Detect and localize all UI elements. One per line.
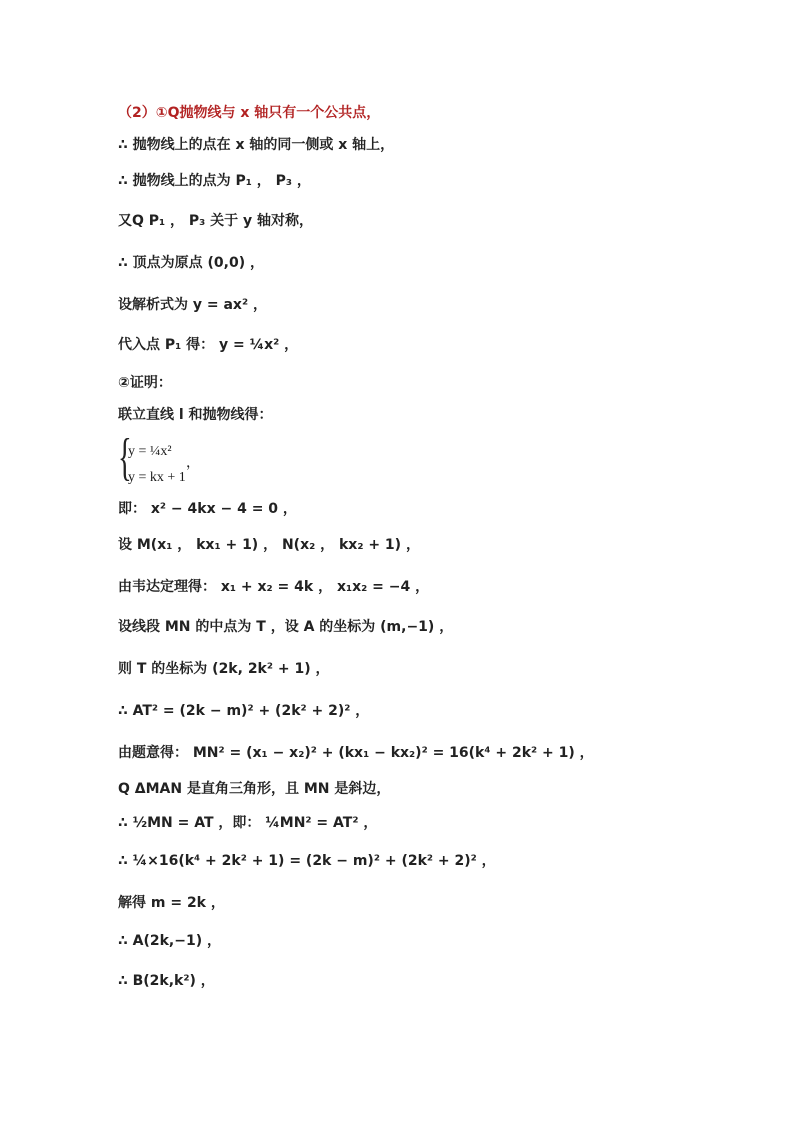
solution-line: ∴ ½MN = AT ，即： ¼MN² = AT² ， xyxy=(118,815,378,831)
solution-line: 又Q P₁ ， P₃ 关于 y 轴对称， xyxy=(118,213,314,229)
solution-line: 即： x² − 4kx − 4 = 0 ， xyxy=(118,501,297,517)
solution-line: 设线段 MN 的中点为 T ，设 A 的坐标为 (m,−1) ， xyxy=(118,619,454,635)
solution-line: 代入点 P₁ 得： y = ¼x² ， xyxy=(118,337,299,353)
solution-line: ∴ 抛物线上的点为 P₁ ， P₃ ， xyxy=(118,173,311,189)
solution-line: Q ΔMAN 是直角三角形，且 MN 是斜边， xyxy=(118,781,391,797)
solution-line: ∴ B(2k,k²) ， xyxy=(118,973,215,989)
solution-line: 联立直线 l 和抛物线得： xyxy=(118,407,273,423)
solution-line: ②证明： xyxy=(118,375,172,391)
solution-line: ∴ ¼×16(k⁴ + 2k² + 1) = (2k − m)² + (2k² + 2)² ， xyxy=(118,853,496,869)
solution-line: 则 T 的坐标为 (2k, 2k² + 1) ， xyxy=(118,661,330,677)
system-equation-2: y = kx + 1 xyxy=(128,470,186,485)
solution-line: ∴ 抛物线上的点在 x 轴的同一侧或 x 轴上， xyxy=(118,137,395,153)
solution-line: ∴ 顶点为原点 (0,0) ， xyxy=(118,255,264,271)
solution-line: 解得 m = 2k ， xyxy=(118,895,225,911)
solution-line: ∴ A(2k,−1) ， xyxy=(118,933,221,949)
solution-line: （2）①Q抛物线与 x 轴只有一个公共点， xyxy=(118,105,381,121)
system-tail: ， xyxy=(186,455,200,471)
solution-line: 由题意得： MN² = (x₁ − x₂)² + (kx₁ − kx₂)² = 16(k⁴ + 2k² + 1) ， xyxy=(118,745,594,761)
system-brace: { xyxy=(118,429,132,486)
system-equation-1: y = ¼x² xyxy=(128,444,172,459)
solution-line: 设 M(x₁ ， kx₁ + 1) ， N(x₂ ， kx₂ + 1) ， xyxy=(118,537,420,553)
solution-line: 由韦达定理得： x₁ + x₂ = 4k ， x₁x₂ = −4 ， xyxy=(118,579,430,595)
solution-line: ∴ AT² = (2k − m)² + (2k² + 2)² ， xyxy=(118,703,370,719)
solution-line: 设解析式为 y = ax² ， xyxy=(118,297,267,313)
